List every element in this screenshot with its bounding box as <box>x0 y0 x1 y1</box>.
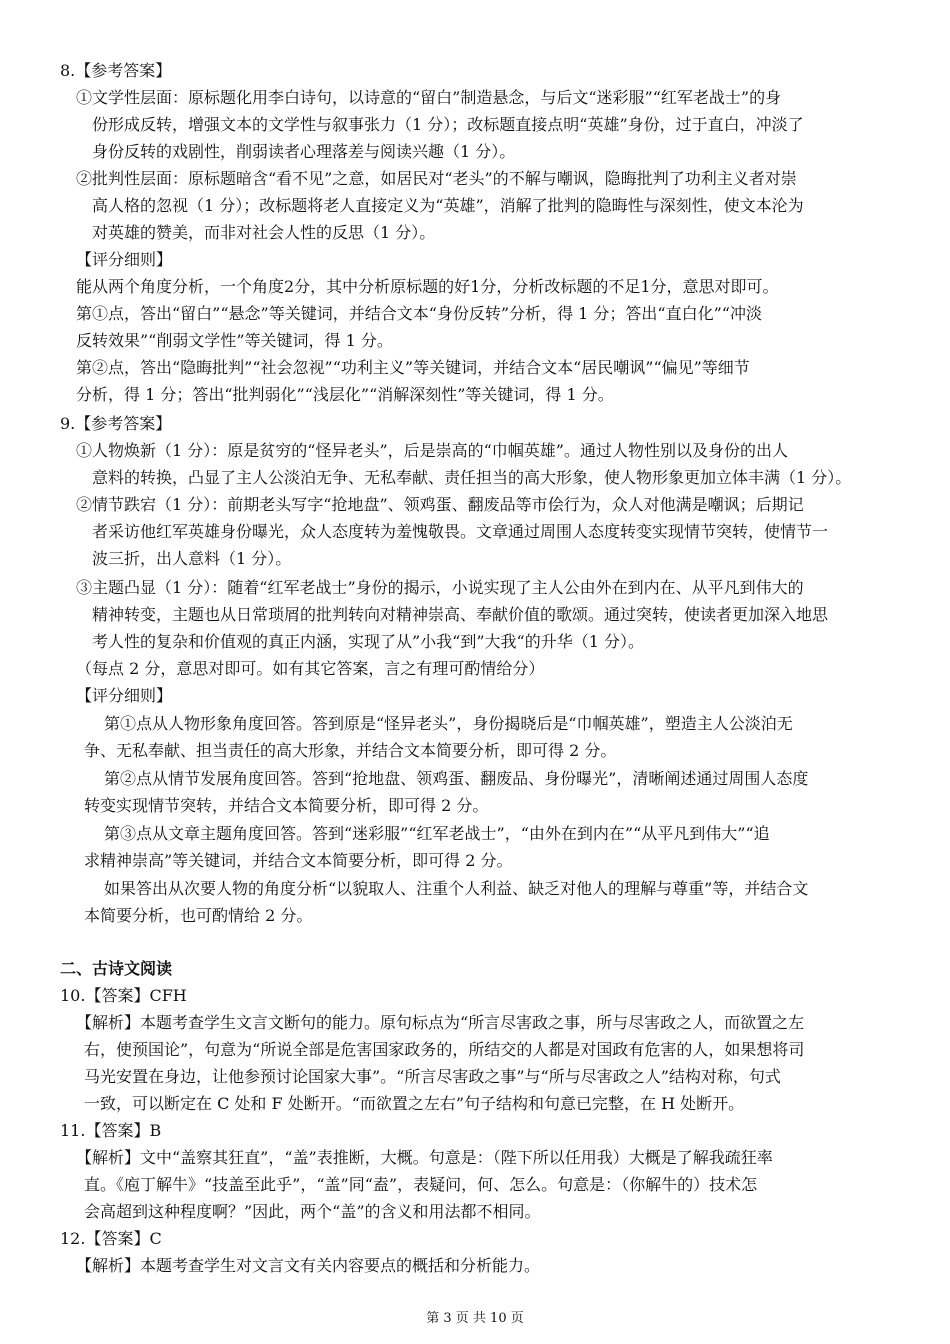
text-line: 波三折，出人意料（1 分）。 <box>92 549 292 568</box>
text-line: 12.【答案】C <box>60 1229 162 1248</box>
text-line: 身份反转的戏剧性，削弱读者心理落差与阅读兴趣（1 分）。 <box>92 142 516 161</box>
text-line: ③主题凸显（1 分）：随着“红军老战士”身份的揭示，小说实现了主人公由外在到内在、从平凡到伟大的 <box>76 578 804 597</box>
text-line: 【解析】本题考查学生文言文断句的能力。原句标点为“所言尽害政之事，所与尽害政之人，而欲置之左 <box>76 1013 805 1032</box>
text-line: 【评分细则】 <box>76 686 173 705</box>
text-line: 精神转变，主题也从日常琐屑的批判转向对精神崇高、奉献价值的歌颂。通过突转，使读者更加深入地思 <box>92 605 829 624</box>
text-line: 会高超到这种程度啊？”因此，两个“盖”的含义和用法都不相同。 <box>84 1202 541 1221</box>
text-line: 分析，得 1 分；答出“批判弱化”“浅层化”“消解深刻性”等关键词，得 1 分。 <box>76 385 614 404</box>
text-line: 争、无私奉献、担当责任的高大形象，并结合文本简要分析，即可得 2 分。 <box>84 741 617 760</box>
text-line: 8.【参考答案】 <box>60 61 172 80</box>
text-line: ②情节跌宕（1 分）：前期老头写字“抢地盘”、领鸡蛋、翻废品等市侩行为，众人对他满是嘲讽；后期记 <box>76 495 804 514</box>
text-line: 11.【答案】B <box>60 1121 162 1140</box>
text-line: 意料的转换，凸显了主人公淡泊无争、无私奉献、责任担当的高大形象，使人物形象更加立体丰满（1 分）。 <box>92 468 852 487</box>
text-line: 求精神崇高”等关键词，并结合文本简要分析，即可得 2 分。 <box>84 851 513 870</box>
text-line: 10.【答案】CFH <box>60 986 187 1005</box>
text-line: 能从两个角度分析，一个角度2分，其中分析原标题的好1分，分析改标题的不足1分，意思对即可。 <box>76 277 779 296</box>
text-line: 转变实现情节突转，并结合文本简要分析，即可得 2 分。 <box>84 796 489 815</box>
text-line: 如果答出从次要人物的角度分析“以貌取人、注重个人利益、缺乏对他人的理解与尊重”等，并结合文 <box>104 879 809 898</box>
text-line: 第①点，答出“留白”“悬念”等关键词，并结合文本“身份反转”分析，得 1 分；答出“直白化”“冲淡 <box>76 304 762 323</box>
text-line: 右，使预国论”，句意为“所说全部是危害国家政务的，所结交的人都是对国政有危害的人，如果想将司 <box>84 1040 805 1059</box>
text-line: ②批判性层面：原标题暗含“看不见”之意，如居民对“老头”的不解与嘲讽，隐晦批判了功利主义者对崇 <box>76 169 797 188</box>
page-footer: 第 3 页 共 10 页 <box>426 1311 524 1326</box>
text-line: 对英雄的赞美，而非对社会人性的反思（1 分）。 <box>92 223 436 242</box>
text-line: 二、古诗文阅读 <box>60 959 173 978</box>
text-line: 第②点，答出“隐晦批判”“社会忽视”“功利主义”等关键词，并结合文本“居民嘲讽”“偏见”等细节 <box>76 358 750 377</box>
text-line: 高人格的忽视（1 分）；改标题将老人直接定义为“英雄”，消解了批判的隐晦性与深刻性，使文本沦为 <box>92 196 804 215</box>
text-line: ①文学性层面：原标题化用李白诗句，以诗意的“留白”制造悬念，与后文“迷彩服”“红军老战士”的身 <box>76 88 782 107</box>
text-line: 马光安置在身边，让他参预讨论国家大事”。“所言尽害政之事”与“所与尽害政之人”结构对称，句式 <box>84 1067 781 1086</box>
text-line: 反转效果”“削弱文学性”等关键词，得 1 分。 <box>76 331 393 350</box>
text-line: 9.【参考答案】 <box>60 414 172 433</box>
text-line: 【解析】本题考查学生对文言文有关内容要点的概括和分析能力。 <box>76 1256 541 1275</box>
text-line: 【解析】文中“盖察其狂直”，“盖”表推断，大概。句意是：（陛下所以任用我）大概是了解我疏狂率 <box>76 1148 773 1167</box>
text-line: ①人物焕新（1 分）：原是贫穷的“怪异老头”，后是崇高的“巾帼英雄”。通过人物性别以及身份的出人 <box>76 441 788 460</box>
text-line: 【评分细则】 <box>76 250 173 269</box>
text-line: 本简要分析，也可酌情给 2 分。 <box>84 906 313 925</box>
text-line: 第③点从文章主题角度回答。答到“迷彩服”“红军老战士”，“由外在到内在”“从平凡到伟大”“追 <box>104 824 770 843</box>
text-line: 一致，可以断定在 C 处和 F 处断开。“而欲置之左右”句子结构和句意已完整，在 H 处断开。 <box>84 1094 745 1113</box>
text-line: 第②点从情节发展角度回答。答到“抢地盘、领鸡蛋、翻废品、身份曝光”，清晰阐述通过周围人态度 <box>104 769 809 788</box>
text-line: 第①点从人物形象角度回答。答到原是“怪异老头”，身份揭晓后是“巾帼英雄”，塑造主人公淡泊无 <box>104 714 793 733</box>
text-line: 考人性的复杂和价值观的真正内涵，实现了从”小我“到”大我“的升华（1 分）。 <box>92 632 644 651</box>
text-line: 者采访他红军英雄身份曝光，众人态度转为羞愧敬畏。文章通过周围人态度转变实现情节突转，使情节一 <box>92 522 829 541</box>
text-line: （每点 2 分，意思对即可。如有其它答案，言之有理可酌情给分） <box>76 659 545 678</box>
text-line: 直。《庖丁解牛》“技盖至此乎”，“盖”同“盍”，表疑问，何、怎么。句意是：（你解牛的）技术怎 <box>84 1175 758 1194</box>
text-line: 份形成反转，增强文本的文学性与叙事张力（1 分）；改标题直接点明“英雄”身份，过于直白，冲淡了 <box>92 115 804 134</box>
